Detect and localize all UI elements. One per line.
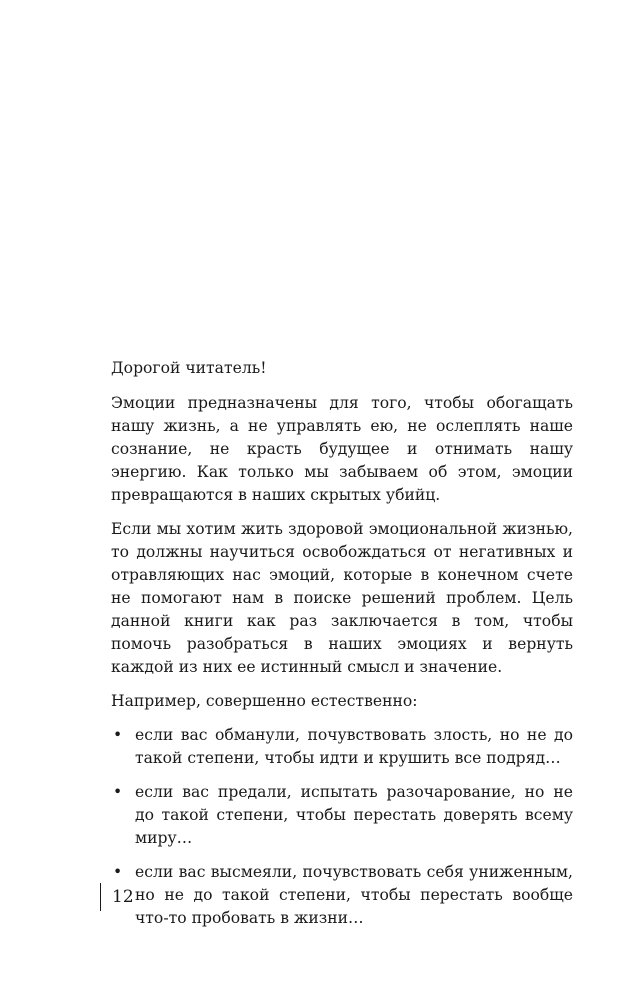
page-number: 12	[112, 887, 134, 907]
bullet-item-3	[111, 861, 573, 930]
bullet-item-1	[111, 724, 573, 770]
greeting: Дорогой читатель!	[111, 359, 267, 377]
bullet-text: если вас обманули, почувствовать злость, но не до такой степени, чтобы идти и крушить все подряд…	[135, 726, 573, 767]
folio-rule	[100, 883, 101, 911]
page-footer	[100, 883, 134, 911]
bullet-text: если вас предали, испытать разочарование, но не до такой степени, чтобы перестать доверять всему миру…	[135, 783, 573, 847]
bullet-list	[111, 724, 573, 930]
body-text	[111, 357, 573, 941]
bullet-icon: •	[113, 726, 123, 744]
bullet-icon: •	[113, 863, 123, 881]
paragraph-3: Например, совершенно естественно:	[111, 692, 418, 710]
paragraph-1: Эмоции предназначены для того, чтобы обогащать нашу жизнь, а не управлять ею, не ослеплять наше сознание, не красть будущее и отнимать нашу энергию. Как только мы забываем об этом, эмоции превращаются в наших скрытых убийц.	[111, 394, 573, 504]
bullet-icon: •	[113, 783, 123, 801]
paragraph-2: Если мы хотим жить здоровой эмоциональной жизнью, то должны научиться освобождаться от негативных и отравляющих нас эмоций, которые в конечном счете не помогают нам в поиске решений проблем. Цель данной книги как раз заключается в том, чтобы помочь разобраться в наших эмоциях и вернуть каждой из них ее истинный смысл и значение.	[111, 520, 573, 676]
bullet-item-2	[111, 781, 573, 850]
bullet-text: если вас высмеяли, почувствовать себя униженным, но не до такой степени, чтобы перестать вообще что-то пробовать в жизни…	[135, 863, 573, 927]
